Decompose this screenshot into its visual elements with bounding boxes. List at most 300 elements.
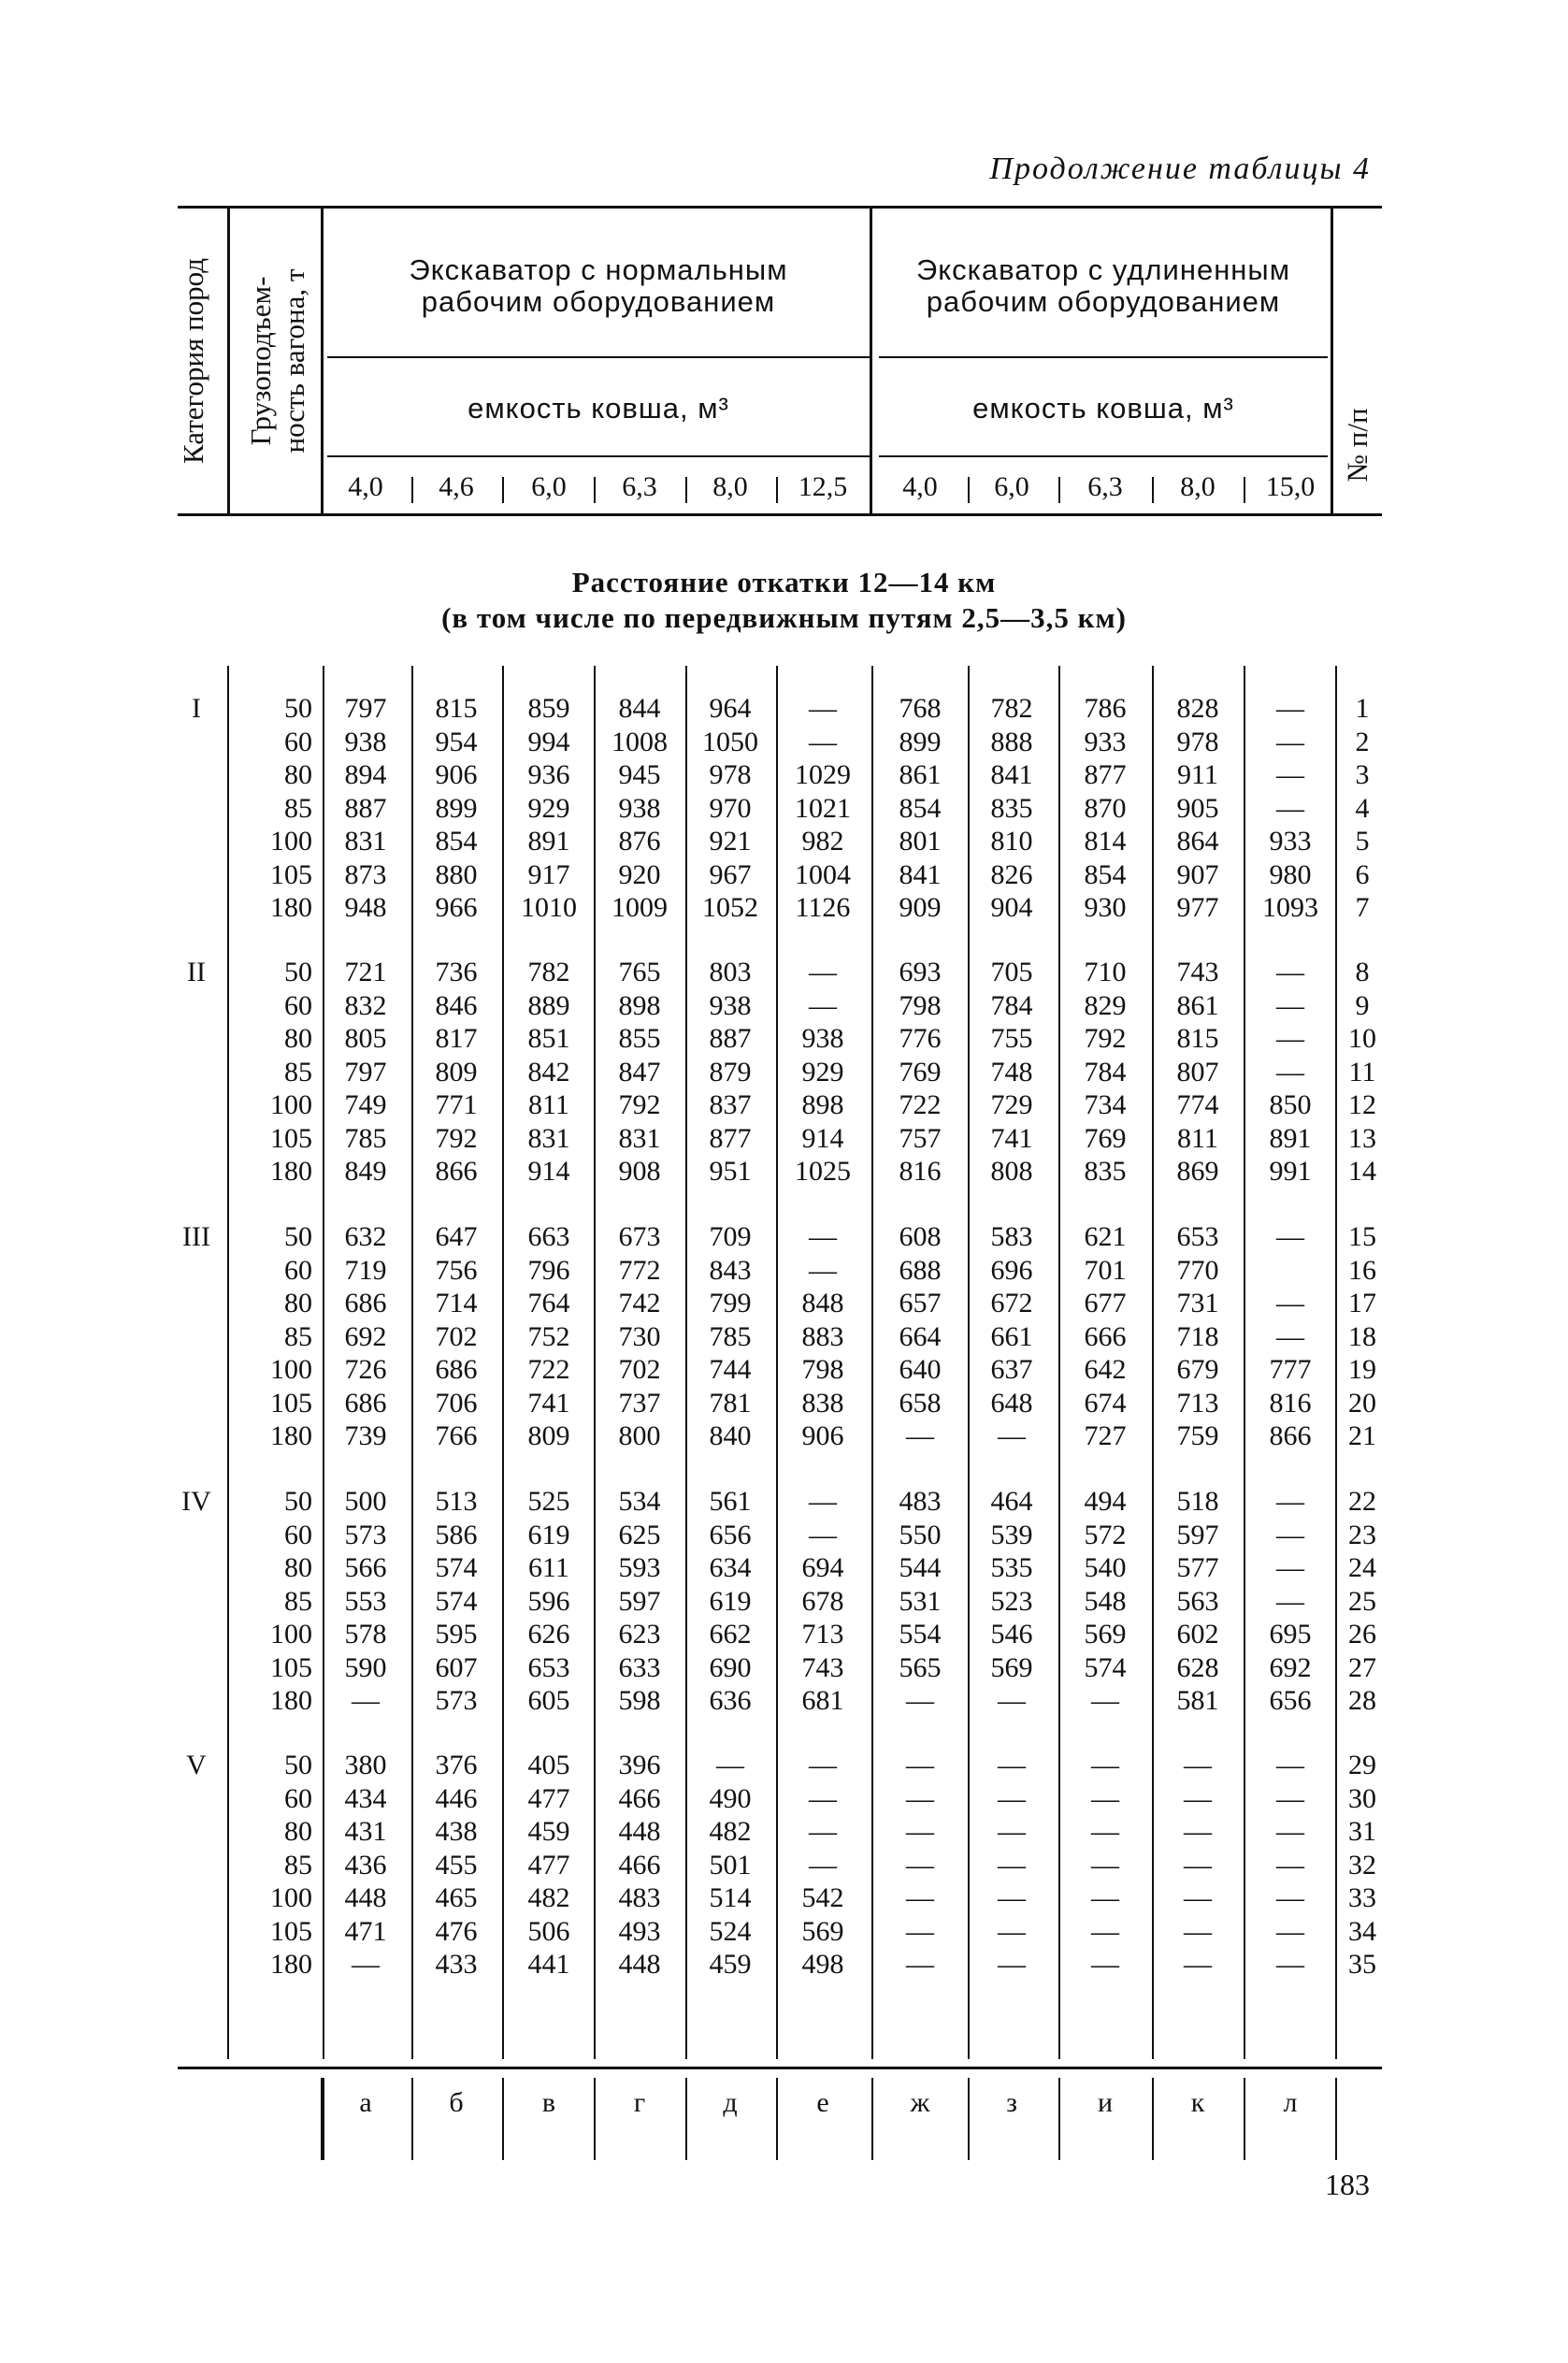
table-cell: 607 bbox=[435, 1651, 478, 1683]
table-cell: 602 bbox=[1176, 1619, 1219, 1650]
table-cell: 577 bbox=[1176, 1552, 1219, 1583]
wagon-capacity-cell: 60 bbox=[284, 726, 312, 757]
table-cell: 574 bbox=[435, 1552, 478, 1583]
footer-rule bbox=[178, 2067, 1382, 2069]
table-cell: 784 bbox=[990, 989, 1033, 1021]
table-cell: 433 bbox=[435, 1949, 478, 1980]
body-column-divider bbox=[1335, 666, 1337, 2059]
table-cell: 938 bbox=[618, 792, 661, 824]
row-number-cell: 3 bbox=[1355, 759, 1370, 790]
footer-column-divider bbox=[1335, 2078, 1337, 2160]
table-cell: 540 bbox=[1084, 1552, 1127, 1583]
section-title-line2: (в том числе по передвижным путям 2,5—3,5 км) bbox=[441, 601, 1127, 634]
table-cell: 954 bbox=[435, 726, 478, 757]
table-cell: 623 bbox=[618, 1619, 661, 1650]
table-cell: — bbox=[1184, 1915, 1212, 1947]
table-cell: 816 bbox=[1269, 1387, 1312, 1419]
table-cell: 810 bbox=[990, 826, 1033, 857]
table-cell: 713 bbox=[1176, 1387, 1219, 1419]
table-cell: 831 bbox=[527, 1122, 570, 1154]
table-cell: 938 bbox=[709, 989, 752, 1021]
table-cell: 898 bbox=[801, 1089, 844, 1120]
table-cell: 1021 bbox=[795, 792, 851, 824]
table-cell: 718 bbox=[1176, 1320, 1219, 1352]
table-cell: 535 bbox=[990, 1552, 1033, 1583]
table-cell: 722 bbox=[527, 1354, 570, 1385]
row-number-cell: 19 bbox=[1348, 1354, 1376, 1385]
column-letter: и bbox=[1097, 2087, 1114, 2118]
column-letter: г bbox=[633, 2087, 646, 2118]
table-cell: 797 bbox=[344, 1056, 387, 1088]
row-number-cell: 15 bbox=[1348, 1221, 1376, 1252]
rock-category-label: III bbox=[182, 1221, 210, 1252]
table-cell: 831 bbox=[344, 826, 387, 857]
table-cell: 619 bbox=[709, 1585, 752, 1617]
bucket-size-extended-4: 8,0 bbox=[1180, 471, 1216, 502]
table-cell: 807 bbox=[1176, 1056, 1219, 1088]
table-cell: 755 bbox=[990, 1023, 1033, 1054]
table-cell: 482 bbox=[709, 1816, 752, 1847]
table-cell: — bbox=[998, 1816, 1026, 1847]
table-cell: 446 bbox=[435, 1782, 478, 1814]
table-cell: 681 bbox=[801, 1685, 844, 1716]
table-cell: 854 bbox=[435, 826, 478, 857]
table-cell: 907 bbox=[1176, 858, 1219, 890]
column-letter: к bbox=[1190, 2087, 1205, 2118]
wagon-capacity-cell: 85 bbox=[284, 1056, 312, 1088]
table-cell: 565 bbox=[899, 1651, 942, 1683]
wagon-capacity-cell: 85 bbox=[284, 1585, 312, 1617]
table-cell: 694 bbox=[801, 1552, 844, 1583]
table-cell: 849 bbox=[344, 1156, 387, 1187]
table-cell: 459 bbox=[527, 1816, 570, 1847]
table-cell: — bbox=[1276, 726, 1304, 757]
wagon-capacity-cell: 180 bbox=[270, 1156, 312, 1187]
table-cell: 982 bbox=[801, 826, 844, 857]
table-cell: 964 bbox=[709, 693, 752, 724]
header-bucket-capacity-extended: емкость ковша, м³ bbox=[972, 392, 1234, 425]
table-cell: 756 bbox=[435, 1254, 478, 1286]
table-cell: 848 bbox=[801, 1288, 844, 1318]
table-cell: 797 bbox=[344, 693, 387, 724]
table-cell: 970 bbox=[709, 792, 752, 824]
body-column-divider bbox=[227, 666, 229, 2059]
table-cell: 661 bbox=[990, 1320, 1033, 1352]
table-cell: 597 bbox=[618, 1585, 661, 1617]
table-cell: 782 bbox=[990, 693, 1033, 724]
table-cell: — bbox=[998, 1750, 1026, 1780]
table-cell: 894 bbox=[344, 759, 387, 790]
table-cell: — bbox=[1184, 1949, 1212, 1980]
table-cell: 744 bbox=[709, 1354, 752, 1385]
table-cell: 1004 bbox=[795, 858, 851, 890]
table-cell: — bbox=[809, 1519, 837, 1550]
bucket-size-normal-1: 4,0 bbox=[348, 471, 383, 502]
table-cell: 929 bbox=[527, 792, 570, 824]
table-cell: 686 bbox=[344, 1288, 387, 1318]
table-cell: 695 bbox=[1269, 1619, 1312, 1650]
table-cell: 811 bbox=[1177, 1122, 1218, 1154]
row-number-cell: 21 bbox=[1348, 1420, 1376, 1451]
footer-column-divider bbox=[594, 2078, 596, 2160]
row-number-cell: 17 bbox=[1348, 1288, 1376, 1318]
bucket-size-extended-1: 4,0 bbox=[902, 471, 938, 502]
table-cell: 891 bbox=[527, 826, 570, 857]
row-number-cell: 16 bbox=[1348, 1254, 1376, 1286]
table-cell: 1009 bbox=[611, 892, 668, 923]
table-cell: — bbox=[998, 1782, 1026, 1814]
wagon-capacity-cell: 105 bbox=[270, 1915, 312, 1947]
row-number-cell: 9 bbox=[1355, 989, 1370, 1021]
table-cell: 634 bbox=[709, 1552, 752, 1583]
wagon-capacity-cell: 80 bbox=[284, 1288, 312, 1318]
table-cell: 877 bbox=[1084, 759, 1127, 790]
header-top-rule bbox=[178, 206, 1382, 209]
table-cell: — bbox=[809, 1816, 837, 1847]
table-cell: 904 bbox=[990, 892, 1033, 923]
wagon-capacity-cell: 105 bbox=[270, 858, 312, 890]
table-cell: 809 bbox=[435, 1056, 478, 1088]
table-cell: 477 bbox=[527, 1849, 570, 1880]
header-wagon-capacity-line2: ность вагона, т bbox=[278, 268, 310, 454]
table-cell: 737 bbox=[618, 1387, 661, 1419]
table-cell: — bbox=[1276, 1882, 1304, 1913]
table-cell: 701 bbox=[1084, 1254, 1127, 1286]
table-cell: 864 bbox=[1176, 826, 1219, 857]
row-number-cell: 34 bbox=[1348, 1915, 1376, 1947]
table-cell: 531 bbox=[899, 1585, 942, 1617]
table-cell: — bbox=[1184, 1750, 1212, 1780]
table-cell: 619 bbox=[527, 1519, 570, 1550]
table-cell: 734 bbox=[1084, 1089, 1127, 1120]
table-cell: 771 bbox=[435, 1089, 478, 1120]
table-cell: 434 bbox=[344, 1782, 387, 1814]
table-cell: — bbox=[1276, 1288, 1304, 1318]
table-cell: 838 bbox=[801, 1387, 844, 1419]
table-cell: 380 bbox=[344, 1750, 387, 1780]
table-cell: 596 bbox=[527, 1585, 570, 1617]
row-number-cell: 18 bbox=[1348, 1320, 1376, 1352]
table-cell: 653 bbox=[1176, 1221, 1219, 1252]
table-cell: 686 bbox=[435, 1354, 478, 1385]
table-cell: 459 bbox=[709, 1949, 752, 1980]
table-cell: 782 bbox=[527, 957, 570, 987]
table-cell: 811 bbox=[528, 1089, 569, 1120]
table-cell: 666 bbox=[1084, 1320, 1127, 1352]
table-cell: 855 bbox=[618, 1023, 661, 1054]
table-cell: 873 bbox=[344, 858, 387, 890]
row-number-cell: 7 bbox=[1355, 892, 1370, 923]
table-cell: 736 bbox=[435, 957, 478, 987]
bucket-size-separator bbox=[776, 477, 778, 503]
table-cell: 828 bbox=[1176, 693, 1219, 724]
table-cell: — bbox=[1276, 1519, 1304, 1550]
table-cell: 906 bbox=[801, 1420, 844, 1451]
row-number-cell: 2 bbox=[1355, 726, 1370, 757]
wagon-capacity-cell: 100 bbox=[270, 1089, 312, 1120]
table-cell: 994 bbox=[527, 726, 570, 757]
table-cell: 466 bbox=[618, 1782, 661, 1814]
table-cell: 948 bbox=[344, 892, 387, 923]
table-cell: 431 bbox=[344, 1816, 387, 1847]
wagon-capacity-cell: 80 bbox=[284, 1816, 312, 1847]
rock-category-label: II bbox=[187, 957, 206, 987]
table-cell: 1052 bbox=[702, 892, 758, 923]
table-cell: — bbox=[1276, 989, 1304, 1021]
table-cell: 376 bbox=[435, 1750, 478, 1780]
table-cell: 673 bbox=[618, 1221, 661, 1252]
row-number-cell: 22 bbox=[1348, 1486, 1376, 1517]
table-cell: 625 bbox=[618, 1519, 661, 1550]
header-bottom-rule bbox=[178, 513, 1382, 516]
table-cell: 653 bbox=[527, 1651, 570, 1683]
table-cell: 709 bbox=[709, 1221, 752, 1252]
table-cell: — bbox=[1091, 1949, 1119, 1980]
table-cell: 774 bbox=[1176, 1089, 1219, 1120]
column-letter: а bbox=[359, 2087, 372, 2118]
table-cell: — bbox=[998, 1915, 1026, 1947]
table-cell: 586 bbox=[435, 1519, 478, 1550]
table-cell: 752 bbox=[527, 1320, 570, 1352]
table-cell: 743 bbox=[1176, 957, 1219, 987]
bucket-size-separator bbox=[1244, 477, 1245, 503]
table-cell: — bbox=[1091, 1816, 1119, 1847]
table-cell: — bbox=[1276, 1320, 1304, 1352]
table-cell: 1029 bbox=[795, 759, 851, 790]
table-cell: — bbox=[1184, 1816, 1212, 1847]
table-cell: 569 bbox=[1084, 1619, 1127, 1650]
table-cell: — bbox=[998, 1882, 1026, 1913]
table-cell: 714 bbox=[435, 1288, 478, 1318]
header-divider-3 bbox=[870, 208, 872, 514]
wagon-capacity-cell: 100 bbox=[270, 826, 312, 857]
wagon-capacity-cell: 180 bbox=[270, 892, 312, 923]
table-cell: — bbox=[1276, 1221, 1304, 1252]
table-cell: 765 bbox=[618, 957, 661, 987]
table-cell: 590 bbox=[344, 1651, 387, 1683]
table-cell: 879 bbox=[709, 1056, 752, 1088]
row-number-cell: 20 bbox=[1348, 1387, 1376, 1419]
bucket-size-extended-5: 15,0 bbox=[1265, 471, 1316, 502]
wagon-capacity-cell: 180 bbox=[270, 1949, 312, 1980]
table-cell: 595 bbox=[435, 1619, 478, 1650]
table-cell: 888 bbox=[990, 726, 1033, 757]
table-cell: — bbox=[906, 1816, 934, 1847]
table-cell: 917 bbox=[527, 858, 570, 890]
table-cell: 814 bbox=[1084, 826, 1127, 857]
wagon-capacity-cell: 85 bbox=[284, 1849, 312, 1880]
table-cell: 772 bbox=[618, 1254, 661, 1286]
table-cell: 876 bbox=[618, 826, 661, 857]
table-cell: 805 bbox=[344, 1023, 387, 1054]
table-cell: 840 bbox=[709, 1420, 752, 1451]
table-cell: 809 bbox=[527, 1420, 570, 1451]
table-cell: — bbox=[998, 1685, 1026, 1716]
header-row-number: № п/п bbox=[1341, 408, 1374, 483]
table-cell: 722 bbox=[899, 1089, 942, 1120]
table-cell: — bbox=[906, 1915, 934, 1947]
table-cell: 501 bbox=[709, 1849, 752, 1880]
table-cell: 721 bbox=[344, 957, 387, 987]
header-divider-4 bbox=[1331, 208, 1333, 514]
table-cell: 464 bbox=[990, 1486, 1033, 1517]
header-rule-normal-mid bbox=[327, 356, 870, 358]
table-cell: 815 bbox=[435, 693, 478, 724]
bucket-size-normal-3: 6,0 bbox=[531, 471, 567, 502]
table-cell: 866 bbox=[1269, 1420, 1312, 1451]
table-cell: 766 bbox=[435, 1420, 478, 1451]
table-cell: 441 bbox=[527, 1949, 570, 1980]
table-cell: 796 bbox=[527, 1254, 570, 1286]
table-cell: 933 bbox=[1084, 726, 1127, 757]
table-cell: — bbox=[352, 1949, 380, 1980]
table-cell: 405 bbox=[527, 1750, 570, 1780]
table-cell: 679 bbox=[1176, 1354, 1219, 1385]
footer-column-divider bbox=[323, 2078, 324, 2160]
table-cell: 476 bbox=[435, 1915, 478, 1947]
table-cell: 523 bbox=[990, 1585, 1033, 1617]
bucket-size-separator bbox=[1152, 477, 1154, 503]
table-cell: — bbox=[1276, 1849, 1304, 1880]
row-number-cell: 33 bbox=[1348, 1882, 1376, 1913]
footer-column-divider bbox=[1152, 2078, 1154, 2160]
table-cell: 748 bbox=[990, 1056, 1033, 1088]
section-title bbox=[0, 565, 1568, 636]
table-cell: 705 bbox=[990, 957, 1033, 987]
table-cell: 945 bbox=[618, 759, 661, 790]
table-cell: 563 bbox=[1176, 1585, 1219, 1617]
table-cell: 906 bbox=[435, 759, 478, 790]
footer-column-divider bbox=[968, 2078, 970, 2160]
table-cell: 710 bbox=[1084, 957, 1127, 987]
header-divider-2 bbox=[321, 208, 324, 514]
table-cell: 640 bbox=[899, 1354, 942, 1385]
table-cell: 799 bbox=[709, 1288, 752, 1318]
table-cell: 730 bbox=[618, 1320, 661, 1352]
wagon-capacity-cell: 85 bbox=[284, 792, 312, 824]
table-cell: 769 bbox=[899, 1056, 942, 1088]
table-cell: 769 bbox=[1084, 1122, 1127, 1154]
table-cell: 455 bbox=[435, 1849, 478, 1880]
table-cell: 877 bbox=[709, 1122, 752, 1154]
table-cell: 706 bbox=[435, 1387, 478, 1419]
table-cell: 757 bbox=[899, 1122, 942, 1154]
wagon-capacity-cell: 80 bbox=[284, 1023, 312, 1054]
row-number-cell: 35 bbox=[1348, 1949, 1376, 1980]
table-cell: 662 bbox=[709, 1619, 752, 1650]
table-cell: 554 bbox=[899, 1619, 942, 1650]
table-cell: 692 bbox=[1269, 1651, 1312, 1683]
row-number-cell: 28 bbox=[1348, 1685, 1376, 1716]
table-cell: 899 bbox=[899, 726, 942, 757]
table-cell: 1008 bbox=[611, 726, 668, 757]
table-cell: 841 bbox=[990, 759, 1033, 790]
rock-category-label: V bbox=[186, 1750, 207, 1780]
wagon-capacity-cell: 105 bbox=[270, 1387, 312, 1419]
table-cell: 891 bbox=[1269, 1122, 1312, 1154]
table-cell: 835 bbox=[1084, 1156, 1127, 1187]
table-cell: 936 bbox=[527, 759, 570, 790]
footer-column-divider bbox=[502, 2078, 504, 2160]
table-cell: 835 bbox=[990, 792, 1033, 824]
table-cell: 967 bbox=[709, 858, 752, 890]
table-cell: 690 bbox=[709, 1651, 752, 1683]
table-cell: — bbox=[809, 1221, 837, 1252]
table-cell: 978 bbox=[1176, 726, 1219, 757]
table-cell: 869 bbox=[1176, 1156, 1219, 1187]
table-cell: 647 bbox=[435, 1221, 478, 1252]
table-cell: — bbox=[906, 1420, 934, 1451]
table-cell: 803 bbox=[709, 957, 752, 987]
table-cell: 914 bbox=[527, 1156, 570, 1187]
table-cell: 908 bbox=[618, 1156, 661, 1187]
table-cell: 518 bbox=[1176, 1486, 1219, 1517]
table-cell: 909 bbox=[899, 892, 942, 923]
table-cell: 889 bbox=[527, 989, 570, 1021]
table-cell: 798 bbox=[801, 1354, 844, 1385]
table-cell: 842 bbox=[527, 1056, 570, 1088]
table-cell: 1050 bbox=[702, 726, 758, 757]
table-cell: 815 bbox=[1176, 1023, 1219, 1054]
table-cell: — bbox=[1276, 1585, 1304, 1617]
table-cell: 905 bbox=[1176, 792, 1219, 824]
table-cell: 726 bbox=[344, 1354, 387, 1385]
table-cell: 887 bbox=[709, 1023, 752, 1054]
table-cell: — bbox=[809, 1486, 837, 1517]
table-cell: 887 bbox=[344, 792, 387, 824]
table-cell: 573 bbox=[344, 1519, 387, 1550]
table-cell: 626 bbox=[527, 1619, 570, 1650]
table-cell: 727 bbox=[1084, 1420, 1127, 1451]
table-cell: 844 bbox=[618, 693, 661, 724]
table-cell: 583 bbox=[990, 1221, 1033, 1252]
table-cell: 658 bbox=[899, 1387, 942, 1419]
table-cell: 513 bbox=[435, 1486, 478, 1517]
bucket-size-normal-4: 6,3 bbox=[622, 471, 657, 502]
table-cell: 663 bbox=[527, 1221, 570, 1252]
row-number-cell: 11 bbox=[1348, 1056, 1376, 1088]
table-cell: 800 bbox=[618, 1420, 661, 1451]
table-cell: 438 bbox=[435, 1816, 478, 1847]
table-cell: 664 bbox=[899, 1320, 942, 1352]
rock-category-label: I bbox=[192, 693, 201, 724]
table-cell: 578 bbox=[344, 1619, 387, 1650]
wagon-capacity-cell: 105 bbox=[270, 1122, 312, 1154]
table-cell: 493 bbox=[618, 1915, 661, 1947]
bucket-size-extended-2: 6,0 bbox=[994, 471, 1029, 502]
table-cell: — bbox=[1276, 1816, 1304, 1847]
table-cell: — bbox=[809, 693, 837, 724]
table-cell: 702 bbox=[435, 1320, 478, 1352]
table-cell: 396 bbox=[618, 1750, 661, 1780]
wagon-capacity-cell: 60 bbox=[284, 1782, 312, 1814]
table-cell: 785 bbox=[344, 1122, 387, 1154]
table-cell: — bbox=[1184, 1782, 1212, 1814]
table-cell: — bbox=[998, 1849, 1026, 1880]
table-cell: 597 bbox=[1176, 1519, 1219, 1550]
table-cell: 792 bbox=[1084, 1023, 1127, 1054]
table-cell: — bbox=[1276, 1486, 1304, 1517]
table-cell: 656 bbox=[1269, 1685, 1312, 1716]
table-cell: — bbox=[1091, 1915, 1119, 1947]
table-cell: 483 bbox=[899, 1486, 942, 1517]
table-cell: 514 bbox=[709, 1882, 752, 1913]
table-cell: 777 bbox=[1269, 1354, 1312, 1385]
wagon-capacity-cell: 60 bbox=[284, 1519, 312, 1550]
row-number-cell: 25 bbox=[1348, 1585, 1376, 1617]
column-letter: з bbox=[1006, 2087, 1017, 2118]
table-cell: 859 bbox=[527, 693, 570, 724]
